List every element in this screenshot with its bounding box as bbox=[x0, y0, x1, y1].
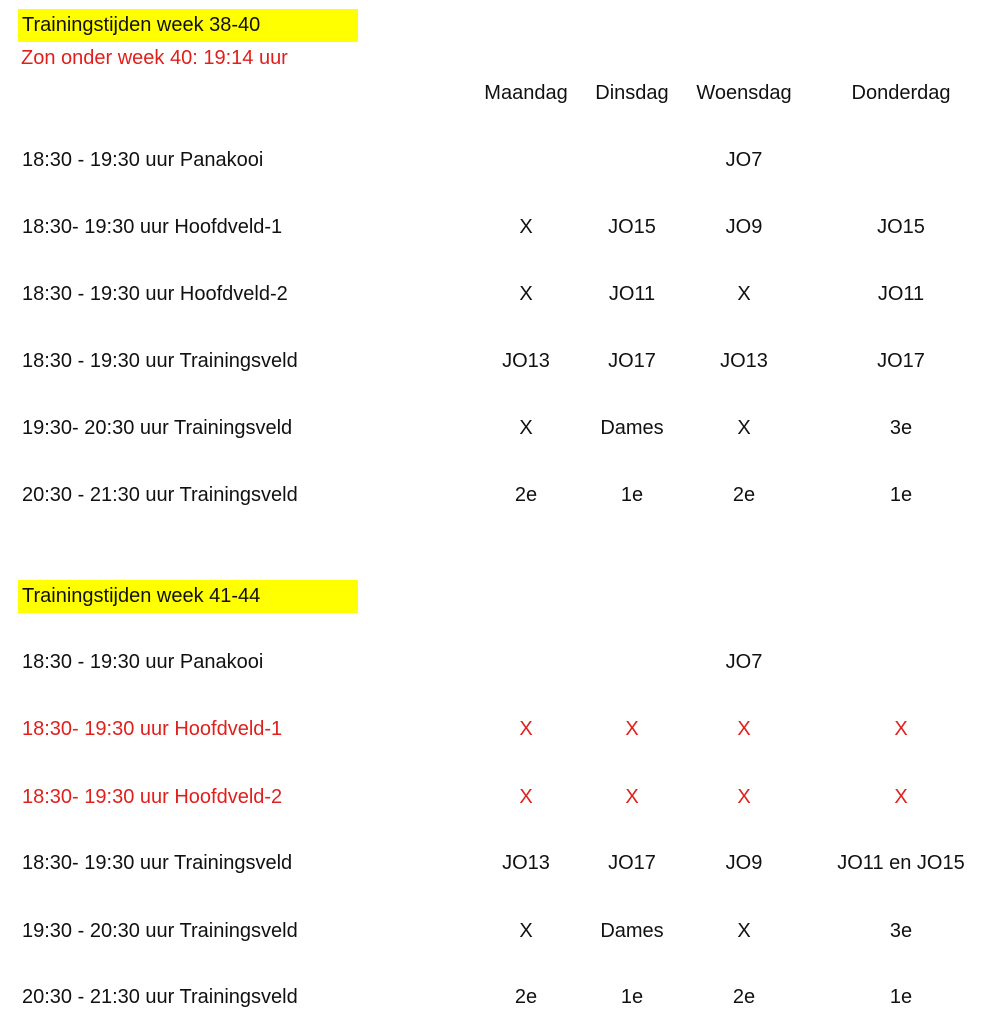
schedule-row-cancelled bbox=[0, 714, 991, 744]
day-header-monday: Maandag bbox=[484, 82, 568, 104]
cell-monday: X bbox=[519, 786, 533, 808]
row-label: 19:30 - 20:30 uur Trainingsveld bbox=[22, 920, 298, 942]
cell-monday: X bbox=[519, 417, 533, 439]
cell-thursday: X bbox=[894, 786, 908, 808]
schedule-row bbox=[0, 212, 991, 242]
cell-thursday: JO15 bbox=[877, 216, 925, 238]
cell-thursday: JO11 bbox=[877, 283, 925, 305]
row-label: 19:30- 20:30 uur Trainingsveld bbox=[22, 417, 293, 439]
cell-wednesday: JO13 bbox=[720, 350, 768, 372]
cell-wednesday: JO9 bbox=[725, 216, 763, 238]
row-label: 18:30- 19:30 uur Hoofdveld-2 bbox=[22, 786, 283, 808]
cell-tuesday: Dames bbox=[600, 417, 664, 439]
cell-monday: X bbox=[519, 920, 533, 942]
schedule-row bbox=[0, 413, 991, 443]
cell-monday: X bbox=[519, 283, 533, 305]
cell-thursday: JO17 bbox=[877, 350, 925, 372]
day-header-wednesday: Woensdag bbox=[696, 82, 792, 104]
row-label: 18:30 - 19:30 uur Hoofdveld-2 bbox=[22, 283, 288, 305]
schedule-row bbox=[0, 480, 991, 510]
cell-wednesday: JO7 bbox=[725, 149, 763, 171]
day-header-tuesday: Dinsdag bbox=[595, 82, 669, 104]
day-header-thursday: Donderdag bbox=[851, 82, 951, 104]
section-1-title: Trainingstijden week 38-40 bbox=[18, 9, 358, 42]
cell-thursday: 3e bbox=[889, 920, 913, 942]
row-label: 18:30 - 19:30 uur Panakooi bbox=[22, 149, 264, 171]
cell-tuesday: X bbox=[625, 786, 639, 808]
cell-wednesday: X bbox=[737, 718, 751, 740]
cell-tuesday: JO15 bbox=[608, 216, 656, 238]
cell-thursday: X bbox=[894, 718, 908, 740]
cell-wednesday: X bbox=[737, 283, 751, 305]
cell-wednesday: X bbox=[737, 920, 751, 942]
section-2-title: Trainingstijden week 41-44 bbox=[18, 580, 358, 613]
cell-tuesday: 1e bbox=[620, 986, 644, 1008]
cell-tuesday: Dames bbox=[600, 920, 664, 942]
row-label: 20:30 - 21:30 uur Trainingsveld bbox=[22, 986, 298, 1008]
schedule-row bbox=[0, 848, 991, 878]
row-label: 18:30 - 19:30 uur Trainingsveld bbox=[22, 350, 298, 372]
cell-wednesday: JO9 bbox=[725, 852, 763, 874]
cell-monday: 2e bbox=[514, 484, 538, 506]
cell-wednesday: 2e bbox=[732, 986, 756, 1008]
cell-wednesday: X bbox=[737, 417, 751, 439]
schedule-row bbox=[0, 982, 991, 1012]
cell-tuesday: JO17 bbox=[608, 350, 656, 372]
cell-monday: 2e bbox=[514, 986, 538, 1008]
row-label: 20:30 - 21:30 uur Trainingsveld bbox=[22, 484, 298, 506]
cell-thursday: JO11 en JO15 bbox=[837, 852, 965, 874]
schedule-row bbox=[0, 145, 991, 175]
cell-wednesday: JO7 bbox=[725, 651, 763, 673]
cell-monday: JO13 bbox=[502, 852, 550, 874]
cell-tuesday: JO17 bbox=[608, 852, 656, 874]
cell-thursday: 3e bbox=[889, 417, 913, 439]
row-label: 18:30 - 19:30 uur Panakooi bbox=[22, 651, 264, 673]
cell-monday: X bbox=[519, 718, 533, 740]
schedule-row bbox=[0, 346, 991, 376]
schedule-row-cancelled bbox=[0, 782, 991, 812]
schedule-row bbox=[0, 279, 991, 309]
cell-thursday: 1e bbox=[889, 986, 913, 1008]
cell-tuesday: 1e bbox=[620, 484, 644, 506]
row-label: 18:30- 19:30 uur Trainingsveld bbox=[22, 852, 293, 874]
sunset-note: Zon onder week 40: 19:14 uur bbox=[21, 47, 288, 69]
cell-tuesday: X bbox=[625, 718, 639, 740]
cell-tuesday: JO11 bbox=[608, 283, 656, 305]
schedule-row bbox=[0, 647, 991, 677]
row-label: 18:30- 19:30 uur Hoofdveld-1 bbox=[22, 718, 283, 740]
cell-wednesday: X bbox=[737, 786, 751, 808]
cell-monday: X bbox=[519, 216, 533, 238]
cell-monday: JO13 bbox=[502, 350, 550, 372]
day-header-row bbox=[0, 78, 991, 108]
cell-thursday: 1e bbox=[889, 484, 913, 506]
row-label: 18:30- 19:30 uur Hoofdveld-1 bbox=[22, 216, 283, 238]
schedule-row bbox=[0, 916, 991, 946]
cell-wednesday: 2e bbox=[732, 484, 756, 506]
